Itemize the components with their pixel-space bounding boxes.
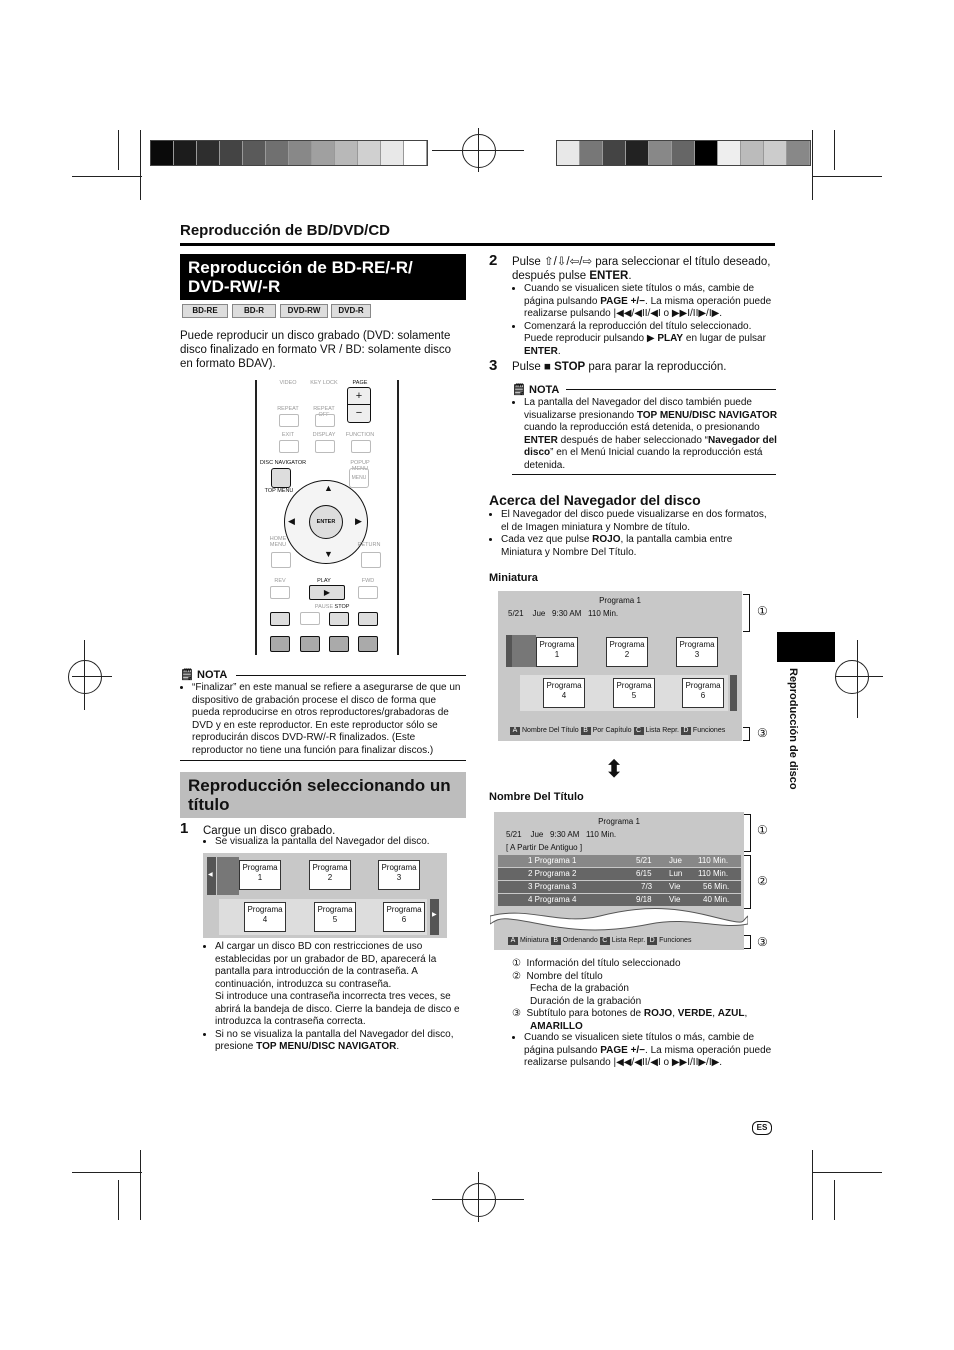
step-1-number: 1 [180, 820, 189, 837]
nota-left-label: 🗒 NOTA [180, 669, 228, 681]
step-3-number: 3 [489, 357, 498, 374]
marker-1b: ① [757, 823, 768, 837]
arrow-right-icon: ▶ [355, 516, 362, 526]
header-rule [180, 243, 775, 246]
mini-thumb-5[interactable]: Programa 5 [613, 678, 655, 708]
color-bar-right [556, 140, 811, 166]
arrow-up-icon: ▲ [324, 483, 333, 493]
nombre-screen: Programa 1 5/21 Jue 9:30 AM 110 Min. [ A Partir De Antiguo ] [494, 812, 744, 950]
step-1-text: Cargue un disco grabado. [203, 825, 336, 837]
step-2-number: 2 [489, 252, 498, 269]
marker-2: ② [757, 874, 768, 888]
marker-3: ③ [757, 726, 768, 740]
blue-button[interactable] [329, 636, 349, 652]
left-bullets: • Al cargar un disco BD con restricciones de uso establecidas por un grabador de BD, aparecerá la pantalla para introducción de la contraseña. A continuación, introduzca su contraseña. Si introduce una contraseña incorrecta tres veces, se abrirá la bandeja de disco. Cierre la bandeja de disco e introduzca la contraseña correcta. • Si no se visualiza la pantalla del Navegador del disco, presione TOP MENU/DISC NAVIGATOR. [203, 941, 465, 1054]
title-select-playback: Reproducción seleccionando un título [180, 772, 466, 818]
marker-1: ① [757, 604, 768, 618]
title-row-4[interactable]: 4 Programa 4 9/18 Vie 40 Min. [498, 894, 741, 906]
title-row-3[interactable]: 3 Programa 3 7/3 Vie 56 Min. [498, 881, 741, 893]
enter-button[interactable]: ENTER [309, 505, 343, 539]
remote-illustration: VIDEO KEY LOCK PAGE + − REPEAT REPEAT OFF EXIT DISPLAY FUNCTION DISC NAVIGATOR POPUP MENU MENU TOP MENU ▲ ▼ ◀ ▶ ENTER HOME MENU RETURN REV PLAY FWD ▶ PAUSE STOP [255, 380, 399, 655]
step-3-text: Pulse ■ STOP para parar la reproducción. [512, 361, 727, 373]
mini-thumb-3[interactable]: Programa 3 [676, 637, 718, 667]
dpad[interactable] [284, 480, 368, 564]
registration-mark-top [462, 134, 496, 168]
prev-button[interactable] [270, 612, 290, 626]
miniatura-screen: Programa 1 5/21 Jue 9:30 AM 110 Min. Programa 1 Programa 2 Programa 3 Programa 4 Programa 5 Programa 6 A Nombre Del Título B Por Capítulo C Lista Repr. D Funciones [498, 591, 742, 741]
mini-footer: A Nombre Del Título B Por Capítulo C Lista Repr. D Funciones [510, 727, 725, 735]
step-2-bullets: • Cuando se visualicen siete títulos o más, cambie de página pulsando PAGE +/−. La misma operación puede realizarse pulsando |◀◀/◀II/◀I o ▶▶I/II▶/I▶. • Comenzará la reproducción del título seleccionado. Puede reproducir pulsando ▶ PLAY en lugar de pulsar ENTER. [512, 283, 776, 358]
language-badge: ES [752, 1121, 772, 1135]
title-playback-bd: Reproducción de BD-RE/-R/ DVD-RW/-R [180, 254, 466, 300]
yellow-button[interactable] [358, 636, 378, 652]
intro-text: Puede reproducir un disco grabado (DVD: solamente disco finalizado en formato VR / BD: solamente disco en formato BDAV). [180, 330, 452, 370]
step-2-text: Pulse ⇧/⇩/⇦/⇨ para seleccionar el título deseado, después pulse ENTER. [512, 256, 771, 282]
registration-mark-bottom [462, 1183, 496, 1217]
mini-thumb-1[interactable]: Programa 1 [536, 637, 578, 667]
nota-right-label: 🗒 NOTA [512, 384, 560, 396]
title-row-1[interactable]: 1 Programa 1 5/21 Jue 110 Min. [498, 855, 741, 867]
thumb-1[interactable]: Programa 1 [239, 860, 281, 890]
tag-dvd-r: DVD-R [331, 304, 371, 318]
acerca-title: Acerca del Navegador del disco [489, 492, 701, 508]
nota-left-text: • “Finalizar” en este manual se refiere a asegurarse de que un dispositivo de grabación procese el disco de forma que pueda reproducirse en otros reproductores/grabadoras de DVD y en este reproductor. En este reproductor sólo se reproducirán discos DVD-RW/-R finalizados. (Este reproductor no tiene una función para finalizar discos.) [180, 682, 464, 757]
thumb-6[interactable]: Programa 6 [383, 902, 425, 932]
side-tab-block [777, 632, 835, 662]
marker-3b: ③ [757, 935, 768, 949]
cut-wave [490, 906, 748, 932]
nota-right-text: • La pantalla del Navegador del disco también puede visualizarse presionando TOP MENU/DISC NAVIGATOR cuando la reproducción está detenida, o presionando ENTER después de haber seleccionado “Navegador del disco” en el Menú Inicial cuando la reproducción está detenida. [512, 397, 796, 472]
mini-thumb-6[interactable]: Programa 6 [682, 678, 724, 708]
arrow-down-icon: ▼ [324, 549, 333, 559]
last-bullet: • Cuando se visualicen siete títulos o más, cambie de página pulsando PAGE +/−. La misma operación puede realizarse pulsando |◀◀/◀II/◀I o ▶▶I/II▶/I▶. [512, 1032, 776, 1070]
registration-mark-left [68, 660, 102, 694]
step-1-bullet: • Se visualiza la pantalla del Navegador del disco. [203, 836, 465, 849]
legend: ① Información del título seleccionado ② Nombre del título Fecha de la grabación Duración de la grabación ③ Subtítulo para botones de ROJO, VERDE, AZUL, AMARILLO [512, 958, 748, 1032]
page-button[interactable]: + − [347, 387, 371, 423]
tag-bd-re: BD-RE [182, 304, 228, 318]
stop-button[interactable] [329, 612, 349, 626]
nombre-label: Nombre Del Título [489, 791, 584, 803]
disc-navigator-screen: ◀ Programa 1 Programa 2 Programa 3 Programa 4 Programa 5 Programa 6 ▶ [203, 853, 447, 938]
tag-dvd-rw: DVD-RW [280, 304, 328, 318]
title-row-2[interactable]: 2 Programa 2 6/15 Lun 110 Min. [498, 868, 741, 880]
green-button[interactable] [300, 636, 320, 652]
thumb-3[interactable]: Programa 3 [378, 860, 420, 890]
next-button[interactable] [358, 612, 378, 626]
thumb-2[interactable]: Programa 2 [309, 860, 351, 890]
miniatura-label: Miniatura [489, 572, 538, 584]
nombre-footer: A Miniatura B Ordenando C Lista Repr. D Funciones [508, 937, 691, 945]
color-bar-left [150, 140, 428, 166]
switch-arrow-icon: ⬍ [604, 756, 625, 783]
disc-navigator-button[interactable] [271, 468, 291, 488]
side-tab-label: Reproducción de disco [787, 668, 799, 790]
thumb-5[interactable]: Programa 5 [314, 902, 356, 932]
section-heading: Reproducción de BD/DVD/CD [180, 222, 391, 239]
tag-bd-r: BD-R [232, 304, 276, 318]
red-button[interactable] [270, 636, 290, 652]
arrow-left-icon: ◀ [288, 516, 295, 526]
mini-thumb-4[interactable]: Programa 4 [543, 678, 585, 708]
mini-thumb-2[interactable]: Programa 2 [606, 637, 648, 667]
registration-mark-right [835, 660, 869, 694]
thumb-4[interactable]: Programa 4 [244, 902, 286, 932]
acerca-bullets: • El Navegador del disco puede visualizarse en dos formatos, el de Imagen miniatura y Nombre de título. • Cada vez que pulse ROJO, la pantalla cambia entre Miniatura y Nombre Del Título. [489, 509, 773, 559]
play-button[interactable]: ▶ [309, 585, 345, 600]
